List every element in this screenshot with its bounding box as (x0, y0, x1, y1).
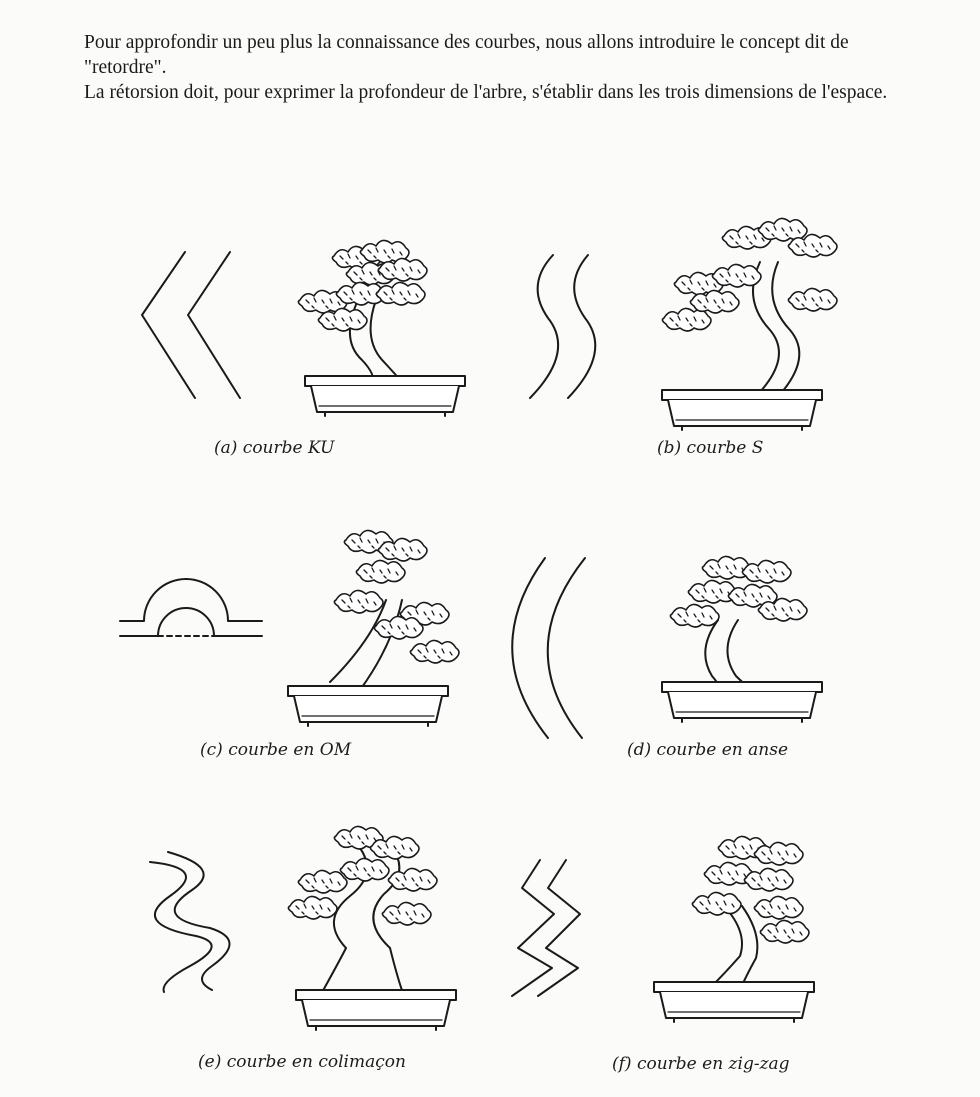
caption-e: (e) courbe en colimaçon (198, 1052, 406, 1072)
bonsai-tree-b-icon (662, 218, 837, 430)
caption-c: (c) courbe en OM (200, 740, 352, 760)
caption-b: (b) courbe S (657, 438, 764, 458)
zigzag-curve-icon (512, 860, 580, 996)
caption-d: (d) courbe en anse (627, 740, 789, 760)
bonsai-tree-a-icon (298, 240, 465, 416)
s-curve-icon (530, 255, 595, 398)
anse-curve-icon (512, 558, 585, 738)
bonsai-tree-e-icon (288, 826, 456, 1030)
spiral-curve-icon (150, 852, 230, 992)
bonsai-tree-c-icon (288, 530, 459, 726)
bonsai-tree-d-icon (662, 556, 822, 722)
intro-paragraph-1: Pour approfondir un peu plus la connaissance des courbes, nous allons introduire le concept dit de "retordre". (84, 32, 849, 78)
intro-paragraph-2: La rétorsion doit, pour exprimer la profondeur de l'arbre, s'établir dans les trois dimensions de l'espace. (84, 82, 888, 103)
caption-f: (f) courbe en zig-zag (612, 1054, 790, 1074)
caption-a: (a) courbe KU (214, 438, 335, 458)
bonsai-tree-f-icon (654, 836, 814, 1022)
ku-curve-icon (142, 252, 240, 398)
om-curve-icon (120, 579, 262, 636)
